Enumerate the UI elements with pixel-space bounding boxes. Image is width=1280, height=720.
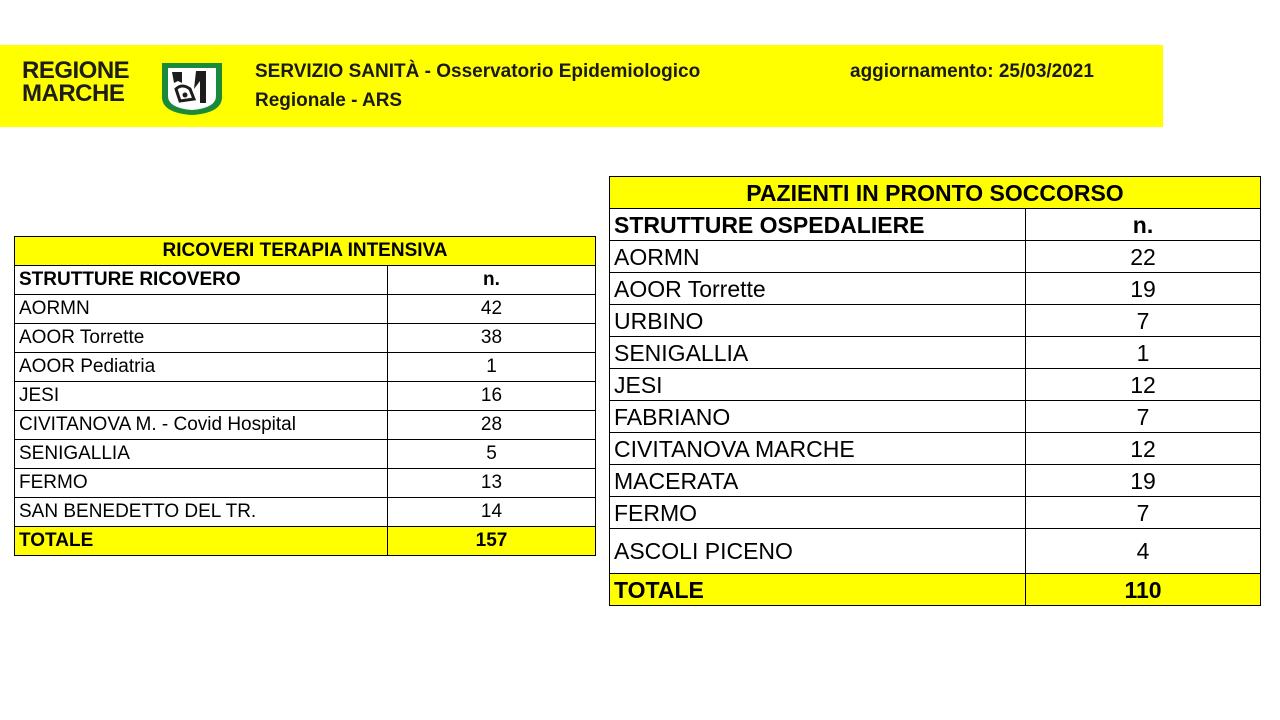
icu-row-count: 5 bbox=[388, 440, 596, 469]
table-row bbox=[610, 305, 1261, 337]
er-row-name: CIVITANOVA MARCHE bbox=[610, 433, 1026, 465]
er-row-name: AORMN bbox=[610, 241, 1026, 273]
table-row bbox=[610, 273, 1261, 305]
table-row bbox=[15, 382, 596, 411]
er-col-count: n. bbox=[1026, 209, 1261, 241]
logo-line-1: REGIONE bbox=[22, 57, 130, 84]
er-row-name: MACERATA bbox=[610, 465, 1026, 497]
table-row bbox=[15, 411, 596, 440]
update-date: aggiornamento: 25/03/2021 bbox=[850, 61, 1094, 82]
er-table bbox=[609, 176, 1261, 606]
icu-row-count: 38 bbox=[388, 324, 596, 353]
icu-total-value: 157 bbox=[388, 527, 596, 556]
er-total-row bbox=[610, 574, 1261, 606]
header-banner bbox=[0, 45, 1163, 127]
service-title bbox=[255, 57, 815, 115]
icu-row-count: 28 bbox=[388, 411, 596, 440]
er-total-value: 110 bbox=[1026, 574, 1261, 606]
icu-row-count: 13 bbox=[388, 469, 596, 498]
table-row bbox=[610, 529, 1261, 574]
er-row-count: 7 bbox=[1026, 497, 1261, 529]
table-row bbox=[610, 369, 1261, 401]
er-row-name: FERMO bbox=[610, 497, 1026, 529]
er-row-count: 7 bbox=[1026, 305, 1261, 337]
er-row-count: 22 bbox=[1026, 241, 1261, 273]
table-row bbox=[610, 433, 1261, 465]
er-row-count: 19 bbox=[1026, 273, 1261, 305]
er-row-count: 19 bbox=[1026, 465, 1261, 497]
table-row bbox=[15, 324, 596, 353]
icu-row-count: 42 bbox=[388, 295, 596, 324]
logo-line-2: MARCHE bbox=[22, 80, 125, 107]
logo-text bbox=[22, 59, 162, 105]
er-table-title: PAZIENTI IN PRONTO SOCCORSO bbox=[610, 177, 1261, 209]
icu-col-count: n. bbox=[388, 266, 596, 295]
table-row bbox=[610, 337, 1261, 369]
icu-row-count: 14 bbox=[388, 498, 596, 527]
er-row-name: JESI bbox=[610, 369, 1026, 401]
er-row-count: 7 bbox=[1026, 401, 1261, 433]
shield-icon bbox=[158, 59, 226, 117]
er-row-name: FABRIANO bbox=[610, 401, 1026, 433]
er-row-name: SENIGALLIA bbox=[610, 337, 1026, 369]
icu-table-title: RICOVERI TERAPIA INTENSIVA bbox=[15, 237, 596, 266]
table-row bbox=[610, 497, 1261, 529]
icu-row-name: JESI bbox=[15, 382, 388, 411]
er-total-label: TOTALE bbox=[610, 574, 1026, 606]
icu-col-structure: STRUTTURE RICOVERO bbox=[15, 266, 388, 295]
icu-row-name: AOOR Torrette bbox=[15, 324, 388, 353]
table-row bbox=[610, 465, 1261, 497]
service-title-line-2: Regionale - ARS bbox=[255, 90, 403, 111]
icu-row-name: FERMO bbox=[15, 469, 388, 498]
regione-marche-logo bbox=[22, 59, 227, 117]
icu-total-label: TOTALE bbox=[15, 527, 388, 556]
table-row bbox=[15, 295, 596, 324]
icu-total-row bbox=[15, 527, 596, 556]
table-row bbox=[15, 469, 596, 498]
icu-row-name: AORMN bbox=[15, 295, 388, 324]
er-row-name: AOOR Torrette bbox=[610, 273, 1026, 305]
icu-row-count: 16 bbox=[388, 382, 596, 411]
er-row-name: ASCOLI PICENO bbox=[610, 529, 1026, 574]
icu-row-name: CIVITANOVA M. - Covid Hospital bbox=[15, 411, 388, 440]
er-col-structure: STRUTTURE OSPEDALIERE bbox=[610, 209, 1026, 241]
table-row bbox=[15, 498, 596, 527]
icu-row-name: AOOR Pediatria bbox=[15, 353, 388, 382]
er-row-count: 4 bbox=[1026, 529, 1261, 574]
icu-row-name: SENIGALLIA bbox=[15, 440, 388, 469]
er-row-count: 12 bbox=[1026, 433, 1261, 465]
service-title-line-1: SERVIZIO SANITÀ - Osservatorio Epidemiologico bbox=[255, 61, 701, 82]
table-row bbox=[610, 401, 1261, 433]
table-row bbox=[15, 440, 596, 469]
icu-row-count: 1 bbox=[388, 353, 596, 382]
er-row-count: 12 bbox=[1026, 369, 1261, 401]
icu-row-name: SAN BENEDETTO DEL TR. bbox=[15, 498, 388, 527]
table-row bbox=[610, 241, 1261, 273]
er-row-name: URBINO bbox=[610, 305, 1026, 337]
er-row-count: 1 bbox=[1026, 337, 1261, 369]
table-row bbox=[15, 353, 596, 382]
icu-table bbox=[14, 236, 596, 556]
